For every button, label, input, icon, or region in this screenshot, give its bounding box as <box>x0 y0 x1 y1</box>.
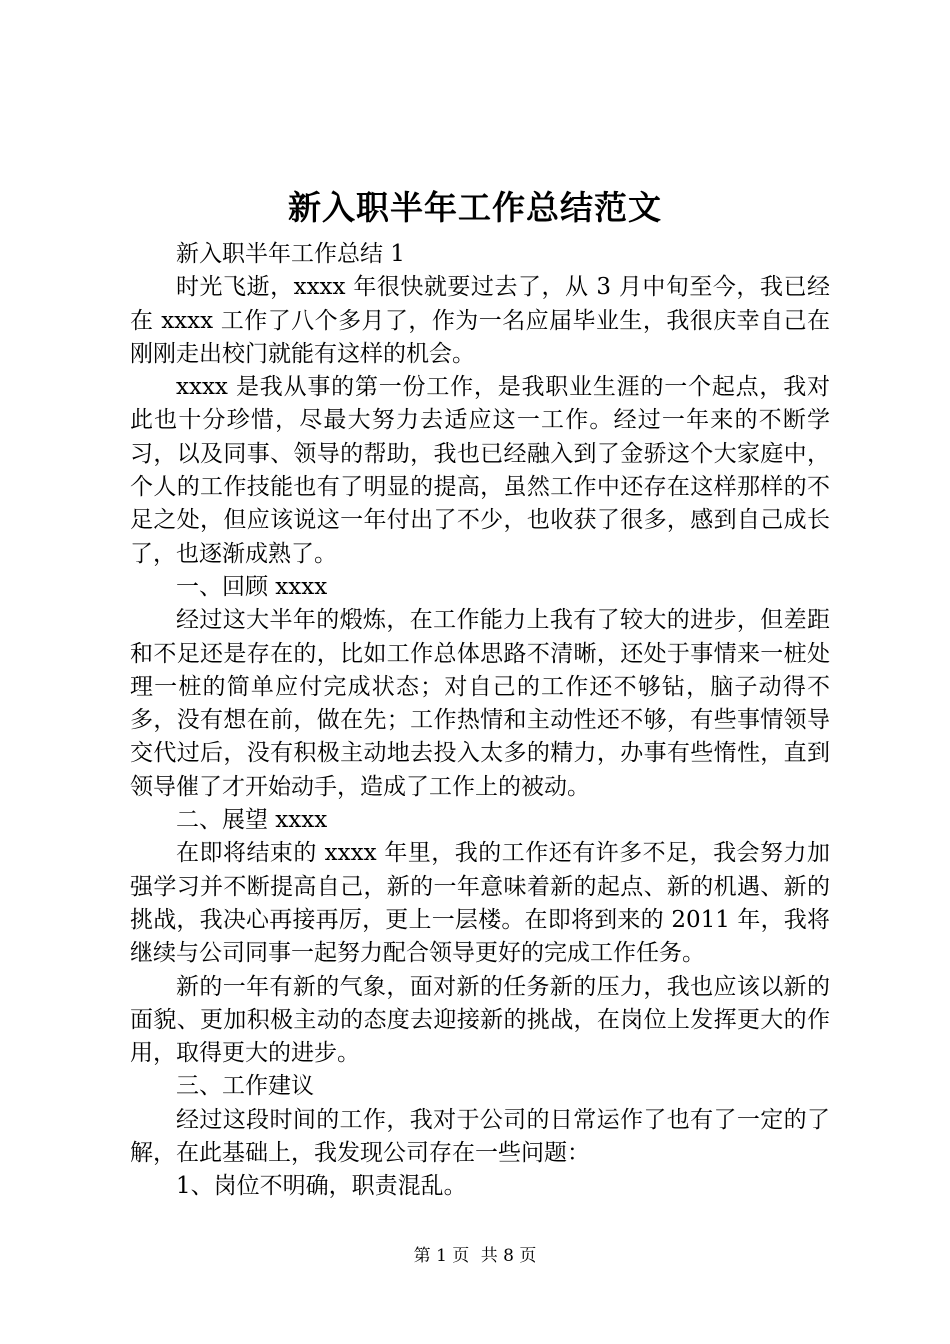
document-subtitle: 新入职半年工作总结 1 <box>176 241 405 267</box>
section-heading-outlook: 二、展望 xxxx <box>176 807 328 834</box>
outlook-paragraph-2: 新的一年有新的气象，面对新的任务新的压力，我也应该以新的面貌、更加积极主动的态度去迎接新的挑战，在岗位上发挥更大的作用，取得更大的进步。 <box>130 973 830 1067</box>
page-total: 共 8 页 <box>480 1246 537 1266</box>
intro-paragraph-1: 时光飞逝，xxxx 年很快就要过去了，从 3 月中旬至今，我已经在 xxxx 工作了八个多月了，作为一名应届毕业生，我很庆幸自己在刚刚走出校门就能有这样的机会。 <box>130 274 830 367</box>
suggestion-item-1: 1、岗位不明确，职责混乱。 <box>176 1173 467 1200</box>
suggestions-paragraph: 经过这段时间的工作，我对于公司的日常运作了也有了一定的了解，在此基础上，我发现公司存在一些问题： <box>130 1106 830 1167</box>
page-number: 第 1 页 <box>413 1246 470 1266</box>
review-paragraph: 经过这大半年的煅炼，在工作能力上我有了较大的进步，但差距和不足还是存在的，比如工作总体思路不清晰，还处于事情来一桩处理一桩的简单应付完成状态；对自己的工作还不够钻，脑子动得不多，没有想在前，做在先；工作热情和主动性还不够，有些事情领导交代过后，没有积极主动地去投入太多的精力，办事有些惰性，直到领导催了才开始动手，造成了工作上的被动。 <box>130 607 830 800</box>
section-heading-review: 一、回顾 xxxx <box>176 573 328 600</box>
intro-paragraph-2: xxxx 是我从事的第一份工作，是我职业生涯的一个起点，我对此也十分珍惜，尽最大努力去适应这一工作。经过一年来的不断学习，以及同事、领导的帮助，我也已经融入到了金骄这个大家庭中，个人的工作技能也有了明显的提高，虽然工作中还存在这样那样的不足之处，但应该说这一年付出了不少，也收获了很多，感到自己成长了，也逐渐成熟了。 <box>130 374 830 567</box>
document-title: 新入职半年工作总结范文 <box>288 188 662 227</box>
document-body <box>130 238 830 1204</box>
page-footer <box>0 1244 950 1268</box>
section-heading-suggestions: 三、工作建议 <box>176 1073 314 1100</box>
outlook-paragraph-1: 在即将结束的 xxxx 年里，我的工作还有许多不足，我会努力加强学习并不断提高自己，新的一年意味着新的起点、新的机遇、新的挑战，我决心再接再厉，更上一层楼。在即将到来的 2011 年，我将继续与公司同事一起努力配合领导更好的完成工作任务。 <box>130 840 830 967</box>
